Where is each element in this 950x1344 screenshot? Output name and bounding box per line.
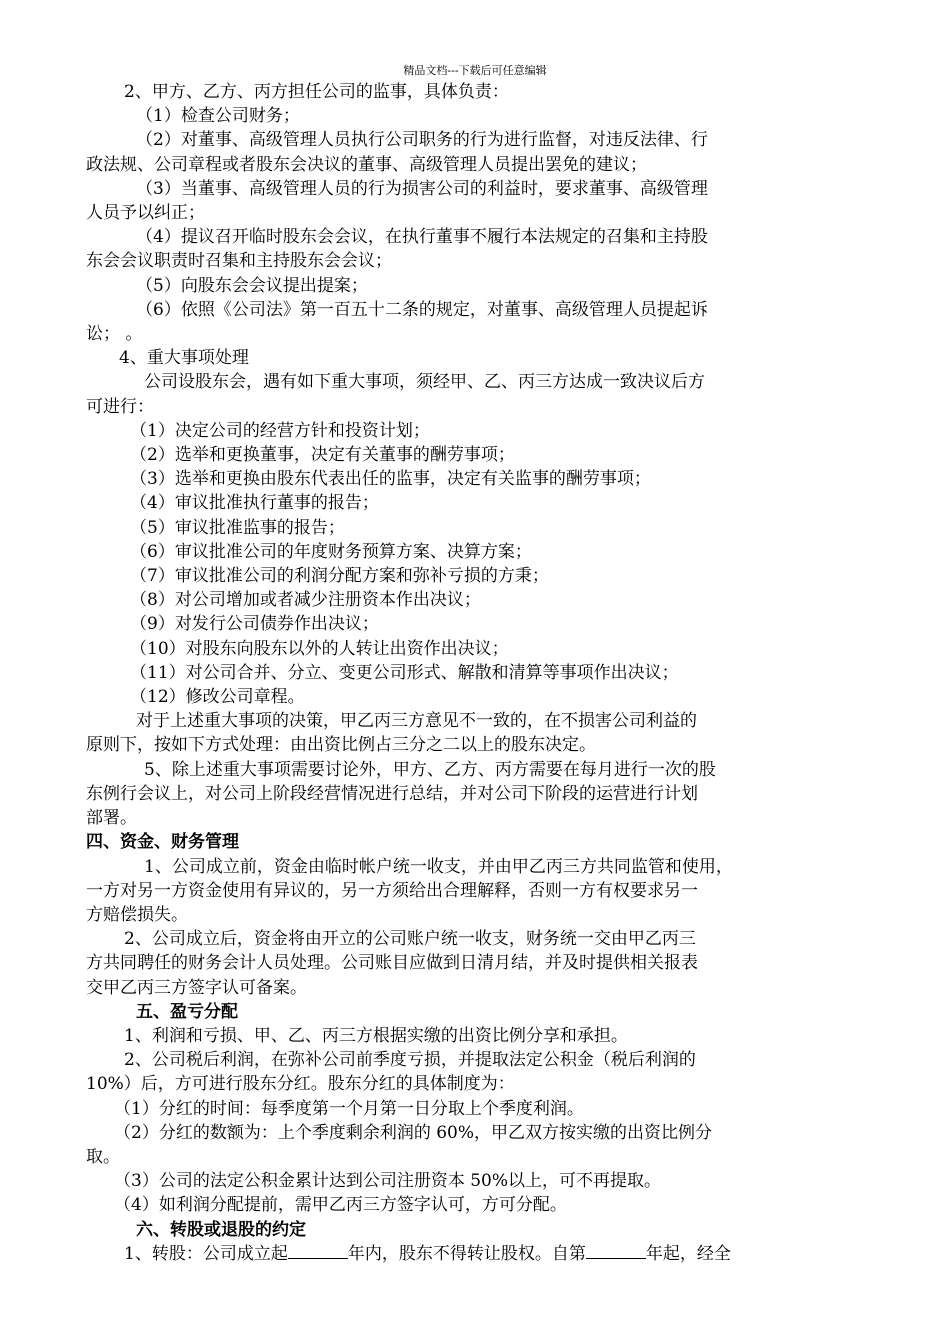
text-line: 1、利润和亏损、甲、乙、丙三方根据实缴的出资比例分享和承担。 (124, 1025, 628, 1046)
text-line: 政法规、公司章程或者股东会决议的董事、高级管理人员提出罢免的建议； (86, 154, 647, 175)
text-line: （6）审议批准公司的年度财务预算方案、决算方案； (130, 541, 532, 562)
document-body (86, 80, 866, 1266)
text-line: （3）选举和更换由股东代表出任的监事，决定有关监事的酬劳事项； (130, 469, 651, 490)
text-line: 1、公司成立前，资金由临时帐户统一收支，并由甲乙丙三方共同监管和使用， (144, 856, 733, 877)
page-header: 精品文档---下载后可任意编辑 (403, 64, 547, 77)
text-fragment: 1、转股：公司成立起 (124, 1243, 288, 1264)
text-line: （1）决定公司的经营方针和投资计划； (130, 420, 430, 441)
text-line: （5）审议批准监事的报告； (130, 517, 345, 538)
text-line: 讼； 。 (86, 324, 143, 345)
text-line: （6）依照《公司法》第一百五十二条的规定，对董事、高级管理人员提起诉 (136, 299, 708, 320)
text-line: 原则下，按如下方式处理：由出资比例占三分之二以上的股东决定。 (86, 735, 596, 756)
text-line: 对于上述重大事项的决策，甲乙丙三方意见不一致的，在不损害公司利益的 (136, 711, 697, 732)
text-line: 公司设股东会，遇有如下重大事项，须经甲、乙、丙三方达成一致决议后方 (144, 372, 705, 393)
text-line: （2）对董事、高级管理人员执行公司职务的行为进行监督，对违反法律、行 (136, 130, 708, 151)
text-line: 2、甲方、乙方、丙方担任公司的监事，具体负责： (124, 82, 509, 102)
text-line: 东例行会议上，对公司上阶段经营情况进行总结，并对公司下阶段的运营进行计划 (86, 783, 698, 804)
text-line: （2）选举和更换董事，决定有关董事的酬劳事项； (130, 445, 515, 466)
text-line: （9）对发行公司债券作出决议； (130, 614, 379, 635)
text-line: 一方对另一方资金使用有异议的，另一方须给出合理解释，否则一方有权要求另一 (86, 880, 698, 901)
text-line: 东会会议职责时召集和主持股东会会议； (86, 251, 392, 272)
text-line: 人员予以纠正； (86, 203, 205, 224)
text-line: 交甲乙丙三方签字认可备案。 (86, 977, 307, 998)
text-fragment: 年内，股东不得转让股权。自第 (347, 1243, 586, 1264)
text-line: （1）检查公司财务； (136, 106, 300, 127)
text-line: 方共同聘任的财务会计人员处理。公司账目应做到日清月结，并及时提供相关报表 (86, 953, 698, 974)
text-line: （4）审议批准执行董事的报告； (130, 493, 379, 514)
text-line: 5、除上述重大事项需要讨论外，甲方、乙方、丙方需要在每月进行一次的股 (144, 759, 716, 780)
text-line: （2）分红的数额为：上个季度剩余利润的 60%，甲乙双方按实缴的出资比例分 (114, 1122, 713, 1143)
section-heading: 四、资金、财务管理 (86, 832, 239, 853)
text-line: （12）修改公司章程。 (130, 687, 305, 708)
text-line: （3）当董事、高级管理人员的行为损害公司的利益时，要求董事、高级管理 (136, 178, 708, 199)
text-line: 2、公司成立后，资金将由开立的公司账户统一收支，财务统一交由甲乙丙三 (124, 929, 696, 950)
text-line-with-blanks (86, 1242, 866, 1266)
text-line: （10）对股东向股东以外的人转让出资作出决议； (130, 638, 509, 659)
fill-in-blank (288, 1243, 348, 1259)
text-line: （7）审议批准公司的利润分配方案和弥补亏损的方秉； (130, 566, 549, 587)
text-fragment: 年起，经全 (645, 1243, 731, 1264)
text-line: （11）对公司合并、分立、变更公司形式、解散和清算等事项作出决议； (130, 662, 679, 683)
text-line: （4）提议召开临时股东会会议，在执行董事不履行本法规定的召集和主持股 (136, 227, 708, 248)
text-line: 可进行： (86, 396, 154, 417)
text-line: （1）分红的时间：每季度第一个月第一日分取上个季度利润。 (114, 1098, 584, 1119)
text-line: （4）如利润分配提前，需甲乙丙三方签字认可，方可分配。 (114, 1195, 567, 1216)
text-line: （8）对公司增加或者减少注册资本作出决议； (130, 590, 481, 611)
section-heading: 六、转股或退股的约定 (136, 1219, 306, 1240)
text-line: 取。 (86, 1146, 120, 1167)
text-line: 10%）后，方可进行股东分红。股东分红的具体制度为： (86, 1074, 515, 1095)
text-line: 2、公司税后利润，在弥补公司前季度亏损，并提取法定公积金（税后利润的 (124, 1050, 696, 1071)
text-line: （3）公司的法定公积金累计达到公司注册资本 50%以上，可不再提取。 (114, 1171, 662, 1192)
text-line: 方赔偿损失。 (86, 904, 188, 925)
fill-in-blank (586, 1243, 646, 1259)
section-heading: 五、盈亏分配 (136, 1001, 238, 1022)
text-line: 4、重大事项处理 (119, 348, 249, 369)
text-line: 部署。 (86, 808, 137, 829)
text-line: （5）向股东会会议提出提案； (136, 275, 368, 296)
